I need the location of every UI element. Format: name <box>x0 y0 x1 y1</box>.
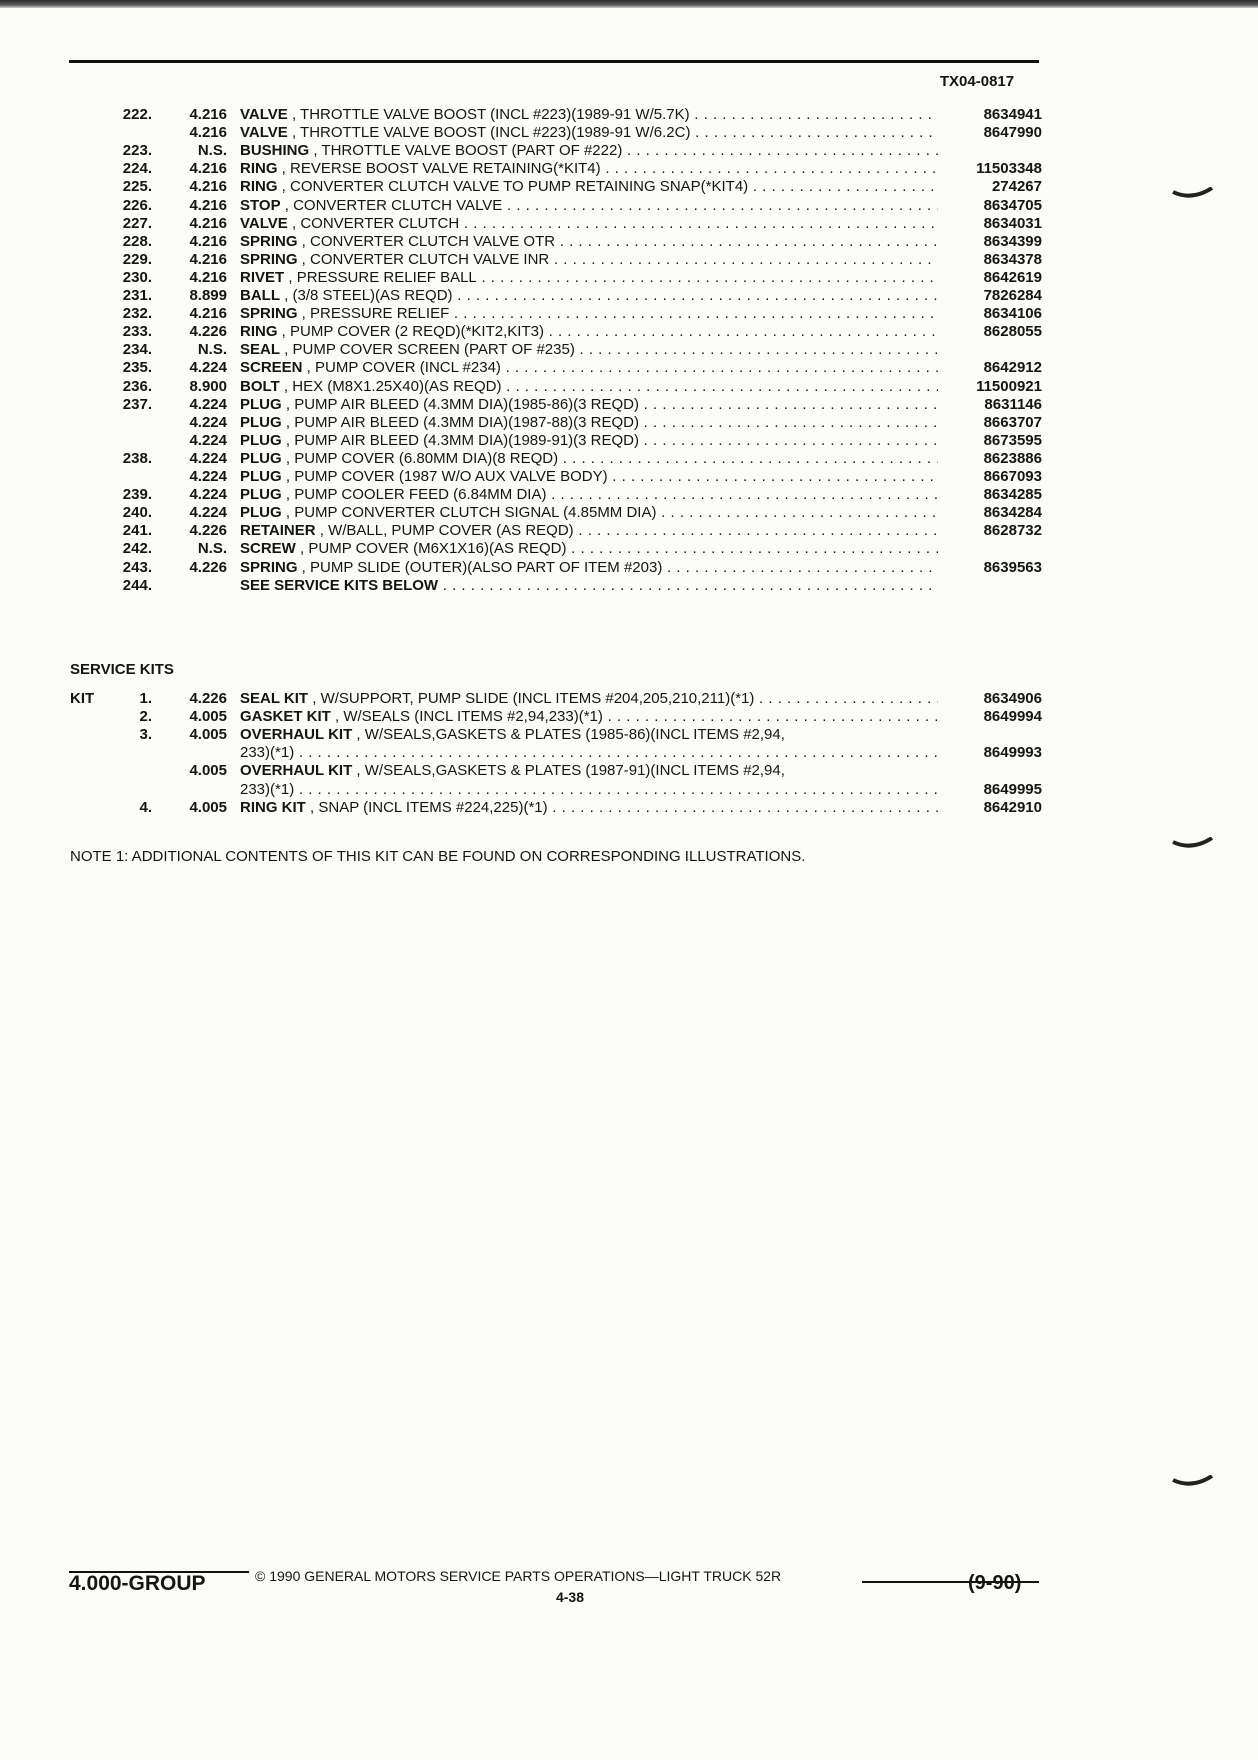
part-description <box>240 577 938 595</box>
kit-row <box>0 708 1258 726</box>
part-detail: PUMP COVER (M6X1X16)(AS REQD) <box>308 540 567 558</box>
part-row <box>0 106 1258 124</box>
part-number: 8634031 <box>983 214 1042 232</box>
part-number: 8642910 <box>983 798 1042 816</box>
part-number: 8642619 <box>983 268 1042 286</box>
part-name: RING <box>240 178 278 196</box>
part-row <box>0 559 1258 577</box>
part-row <box>0 233 1258 251</box>
part-number: 8634705 <box>983 196 1042 214</box>
item-number: 243. <box>122 558 152 576</box>
part-name: SPRING <box>240 305 298 323</box>
part-detail: PRESSURE RELIEF <box>310 305 450 323</box>
item-number: 236. <box>122 377 152 395</box>
part-row <box>0 504 1258 522</box>
part-name: RING KIT <box>240 798 306 816</box>
part-name: OVERHAUL KIT <box>240 726 353 744</box>
part-description: VALVE , THROTTLE VALVE BOOST (INCL #223)(1989-91 W/5.7K) . . . <box>240 106 938 124</box>
part-name: BUSHING <box>240 142 310 160</box>
part-row <box>0 540 1258 558</box>
part-detail: PUMP COVER (2 REQD)(*KIT2,KIT3) <box>290 323 544 341</box>
group-number: 4.224 <box>189 504 227 522</box>
item-number: 232. <box>122 305 152 323</box>
part-description: SEAL , PUMP COVER SCREEN (PART OF #235) . . . <box>240 341 938 359</box>
item-number: 234. <box>122 341 152 359</box>
group-number: 4.005 <box>189 708 227 726</box>
part-description: GASKET KIT , W/SEALS (INCL ITEMS #2,94,233)(*1) . . . <box>240 708 938 726</box>
binding-mark <box>1172 837 1214 851</box>
part-detail: THROTTLE VALVE BOOST (PART OF #222) <box>321 142 623 160</box>
group-number: 4.224 <box>189 413 227 431</box>
binding-mark <box>1172 187 1214 201</box>
item-number: 244. <box>122 576 152 594</box>
part-description: BUSHING , THROTTLE VALVE BOOST (PART OF #222) . . . <box>240 142 938 160</box>
group-number: 4.216 <box>189 232 227 250</box>
part-description: BOLT , HEX (M8X1.25X40)(AS REQD) . . . <box>240 378 938 396</box>
part-number: 8649993 <box>983 744 1042 762</box>
item-number: 237. <box>122 395 152 413</box>
part-name: PLUG <box>240 413 282 431</box>
part-number: 8667093 <box>983 468 1042 485</box>
part-detail: SNAP (INCL ITEMS #224,225)(*1) <box>318 798 548 816</box>
item-number: 224. <box>122 160 152 178</box>
item-number: 242. <box>122 540 152 558</box>
part-detail: PUMP COVER (6.80MM DIA)(8 REQD) <box>294 449 559 467</box>
part-name: GASKET KIT <box>240 708 331 726</box>
group-number: 4.226 <box>189 558 227 576</box>
group-number: 4.216 <box>189 196 227 214</box>
part-description: SPRING , CONVERTER CLUTCH VALVE OTR . . . <box>240 233 938 251</box>
part-description: SPRING , CONVERTER CLUTCH VALVE INR . . . <box>240 251 938 269</box>
item-number: 227. <box>122 214 152 232</box>
part-number: 8634106 <box>983 305 1042 323</box>
group-number: 4.005 <box>189 762 227 780</box>
part-detail: PRESSURE RELIEF BALL <box>296 268 477 286</box>
group-number: 4.216 <box>189 305 227 323</box>
part-description: RING , PUMP COVER (2 REQD)(*KIT2,KIT3) . . . <box>240 323 938 341</box>
part-number: 274267 <box>991 178 1042 196</box>
group-number: 4.224 <box>189 359 227 377</box>
part-row <box>0 178 1258 196</box>
part-detail: REVERSE BOOST VALVE RETAINING(*KIT4) <box>290 160 601 178</box>
part-number: 8623886 <box>983 449 1042 467</box>
part-row <box>0 251 1258 269</box>
part-number: 8673595 <box>983 431 1042 449</box>
kit-row <box>0 744 1258 762</box>
part-detail: PUMP COVER (1987 W/O AUX VALVE BODY) <box>294 468 608 485</box>
part-detail: CONVERTER CLUTCH VALVE TO PUMP RETAINING SNAP(*KIT4) <box>290 178 749 196</box>
part-name: SCREW <box>240 540 296 558</box>
part-detail: CONVERTER CLUTCH VALVE <box>293 196 503 214</box>
part-name: BALL <box>240 287 280 304</box>
item-number: 233. <box>122 323 152 341</box>
part-detail: THROTTLE VALVE BOOST (INCL #223)(1989-91 W/6.2C) <box>300 124 691 142</box>
part-detail: HEX (M8X1.25X40)(AS REQD) <box>292 377 502 395</box>
part-name: SCREEN <box>240 359 303 377</box>
part-detail: PUMP CONVERTER CLUTCH SIGNAL (4.85MM DIA) <box>294 504 657 522</box>
part-number: 8634284 <box>983 504 1042 522</box>
part-description: PLUG , PUMP AIR BLEED (4.3MM DIA)(1989-91)(3 REQD) . . . <box>240 432 938 450</box>
item-number: 229. <box>122 250 152 268</box>
part-row <box>0 486 1258 504</box>
part-detail: CONVERTER CLUTCH VALVE OTR <box>310 232 556 250</box>
part-name: BOLT <box>240 377 280 395</box>
item-number: 228. <box>122 232 152 250</box>
part-row <box>0 359 1258 377</box>
group-number: 4.216 <box>189 268 227 286</box>
part-number: 8634285 <box>983 486 1042 504</box>
part-description: PLUG , PUMP COVER (1987 W/O AUX VALVE BODY) . . . <box>240 468 938 486</box>
footer-date: (9-90) <box>968 1572 1022 1594</box>
part-description: SEAL KIT , W/SUPPORT, PUMP SLIDE (INCL ITEMS #204,205,210,211)(*1) . . . <box>240 690 938 708</box>
part-detail: PUMP COOLER FEED (6.84MM DIA) <box>294 486 547 504</box>
part-name: VALVE <box>240 214 288 232</box>
group-number: N.S. <box>197 341 227 359</box>
footer-group-label: 4.000-GROUP <box>69 1572 206 1595</box>
item-number: 2. <box>139 708 152 726</box>
part-number: 8642912 <box>983 359 1042 377</box>
part-detail: PUMP AIR BLEED (4.3MM DIA)(1985-86)(3 REQD) <box>294 395 640 413</box>
kit-row <box>0 762 1258 780</box>
part-detail: THROTTLE VALVE BOOST (INCL #223)(1989-91 W/5.7K) <box>300 106 690 123</box>
part-detail: PUMP AIR BLEED (4.3MM DIA)(1989-91)(3 REQD) <box>294 431 640 449</box>
part-row <box>0 287 1258 305</box>
part-description: RING , CONVERTER CLUTCH VALVE TO PUMP RETAINING SNAP(*KIT4) . . . <box>240 178 938 196</box>
group-number: 4.216 <box>189 160 227 178</box>
page-number: 4-38 <box>555 1589 585 1605</box>
group-number: 4.224 <box>189 431 227 449</box>
part-detail: W/SEALS (INCL ITEMS #2,94,233)(*1) <box>343 708 603 726</box>
part-name: SPRING <box>240 558 298 576</box>
part-row <box>0 341 1258 359</box>
part-detail: PUMP COVER (INCL #234) <box>315 359 501 377</box>
part-number: 8663707 <box>983 413 1042 431</box>
group-number: N.S. <box>197 142 227 160</box>
header-rule <box>69 60 1039 63</box>
item-number: 222. <box>122 106 152 123</box>
part-row <box>0 197 1258 215</box>
part-name: SEAL KIT <box>240 690 309 707</box>
item-number: 235. <box>122 359 152 377</box>
group-number: 4.226 <box>189 522 227 540</box>
item-number: 240. <box>122 504 152 522</box>
item-number: 3. <box>139 726 152 744</box>
part-name: SPRING <box>240 232 298 250</box>
part-number: 11503348 <box>976 160 1042 178</box>
part-number: 8634941 <box>983 106 1042 123</box>
service-kits-title: SERVICE KITS <box>70 661 174 678</box>
kit-row <box>0 781 1258 799</box>
part-description: BALL , (3/8 STEEL)(AS REQD) . . . <box>240 287 938 305</box>
part-number: 8634399 <box>983 232 1042 250</box>
group-number: 4.224 <box>189 449 227 467</box>
part-detail: W/SEALS,GASKETS & PLATES (1985-86)(INCL ITEMS #2,94, <box>364 726 785 744</box>
part-number: 7826284 <box>983 287 1042 304</box>
part-number: 8631146 <box>984 395 1042 413</box>
part-detail: PUMP SLIDE (OUTER)(ALSO PART OF ITEM #203) <box>310 558 663 576</box>
part-number: 8628055 <box>983 323 1042 341</box>
part-name: SEAL <box>240 341 281 359</box>
item-number: 238. <box>122 449 152 467</box>
part-description: VALVE , THROTTLE VALVE BOOST (INCL #223)(1989-91 W/6.2C) . . . <box>240 124 938 142</box>
part-number: 8634378 <box>983 250 1042 268</box>
part-description: PLUG , PUMP COVER (6.80MM DIA)(8 REQD) . . . <box>240 450 938 468</box>
part-description: PLUG , PUMP CONVERTER CLUTCH SIGNAL (4.85MM DIA) . . . <box>240 504 938 522</box>
kit-row <box>0 726 1258 744</box>
item-number: 226. <box>122 196 152 214</box>
part-detail: PUMP AIR BLEED (4.3MM DIA)(1987-88)(3 REQD) <box>294 413 640 431</box>
part-name: STOP <box>240 196 281 214</box>
part-description: SCREEN , PUMP COVER (INCL #234) . . . <box>240 359 938 377</box>
part-row <box>0 432 1258 450</box>
part-row <box>0 468 1258 486</box>
part-description: RING KIT , SNAP (INCL ITEMS #224,225)(*1) . . . <box>240 799 938 817</box>
group-number: 4.224 <box>189 486 227 504</box>
part-description <box>240 781 938 799</box>
part-number: 11500921 <box>976 377 1042 395</box>
kit-label: KIT <box>70 690 95 707</box>
group-number: 4.216 <box>189 124 227 142</box>
part-row <box>0 142 1258 160</box>
part-detail: CONVERTER CLUTCH <box>300 214 460 232</box>
part-row <box>0 323 1258 341</box>
part-detail: W/SUPPORT, PUMP SLIDE (INCL ITEMS #204,205,210,211)(*1) <box>320 690 755 707</box>
part-name: VALVE <box>240 124 288 142</box>
part-description: SCREW , PUMP COVER (M6X1X16)(AS REQD) . . . <box>240 540 938 558</box>
part-number: 8649995 <box>983 780 1042 798</box>
part-description: PLUG , PUMP AIR BLEED (4.3MM DIA)(1985-86)(3 REQD) . . . <box>240 396 938 414</box>
part-name: RING <box>240 323 278 341</box>
footer-copyright: © 1990 GENERAL MOTORS SERVICE PARTS OPERATIONS—LIGHT TRUCK 52R <box>255 1568 782 1584</box>
part-description: RING , REVERSE BOOST VALVE RETAINING(*KIT4) . . . <box>240 160 938 178</box>
part-description: RIVET , PRESSURE RELIEF BALL . . . <box>240 269 938 287</box>
part-row <box>0 305 1258 323</box>
footnote: NOTE 1: ADDITIONAL CONTENTS OF THIS KIT CAN BE FOUND ON CORRESPONDING ILLUSTRATIONS. <box>70 848 806 865</box>
part-description: SPRING , PUMP SLIDE (OUTER)(ALSO PART OF ITEM #203) . . . <box>240 559 938 577</box>
document-number: TX04-0817 <box>939 73 1015 90</box>
part-description: RETAINER , W/BALL, PUMP COVER (AS REQD) . . . <box>240 522 938 540</box>
part-number: 8634906 <box>983 690 1042 707</box>
item-number: 225. <box>122 178 152 196</box>
part-detail: (3/8 STEEL)(AS REQD) <box>292 287 453 304</box>
part-name: SEE SERVICE KITS BELOW <box>240 576 439 594</box>
group-number: 8.899 <box>189 287 227 304</box>
part-name: PLUG <box>240 449 282 467</box>
part-row <box>0 522 1258 540</box>
part-name: PLUG <box>240 395 282 413</box>
part-row <box>0 450 1258 468</box>
part-detail: 233)(*1) <box>240 744 295 762</box>
group-number: N.S. <box>197 540 227 558</box>
item-number: 239. <box>122 486 152 504</box>
part-row <box>0 577 1258 595</box>
part-detail: W/BALL, PUMP COVER (AS REQD) <box>328 522 574 540</box>
part-description: STOP , CONVERTER CLUTCH VALVE . . . <box>240 197 938 215</box>
part-description: PLUG , PUMP COOLER FEED (6.84MM DIA) . . . <box>240 486 938 504</box>
part-name: VALVE <box>240 106 288 123</box>
group-number: 4.216 <box>189 250 227 268</box>
part-row <box>0 124 1258 142</box>
group-number: 4.216 <box>189 178 227 196</box>
part-row <box>0 414 1258 432</box>
part-name: SPRING <box>240 250 298 268</box>
part-name: PLUG <box>240 468 282 485</box>
part-name: PLUG <box>240 504 282 522</box>
group-number: 4.005 <box>189 726 227 744</box>
group-number: 8.900 <box>189 377 227 395</box>
part-row <box>0 378 1258 396</box>
part-name: RETAINER <box>240 522 316 540</box>
part-number: 8628732 <box>983 522 1042 540</box>
part-detail: W/SEALS,GASKETS & PLATES (1987-91)(INCL ITEMS #2,94, <box>364 762 785 780</box>
item-number: 230. <box>122 268 152 286</box>
part-number: 8649994 <box>983 708 1042 726</box>
part-row <box>0 269 1258 287</box>
part-row <box>0 396 1258 414</box>
group-number: 4.005 <box>189 798 227 816</box>
item-number: 231. <box>122 287 152 304</box>
part-number: 8647990 <box>983 124 1042 142</box>
item-number: 1. <box>139 690 152 707</box>
part-description: OVERHAUL KIT , W/SEALS,GASKETS & PLATES (1985-86)(INCL ITEMS #2,94, <box>240 726 785 744</box>
group-number: 4.216 <box>189 106 227 123</box>
part-description: VALVE , CONVERTER CLUTCH . . . <box>240 215 938 233</box>
part-description: PLUG , PUMP AIR BLEED (4.3MM DIA)(1987-88)(3 REQD) . . . <box>240 414 938 432</box>
group-number: 4.226 <box>189 690 227 707</box>
part-detail: CONVERTER CLUTCH VALVE INR <box>310 250 550 268</box>
group-number: 4.224 <box>189 468 227 485</box>
part-detail: 233)(*1) <box>240 780 295 798</box>
binding-mark <box>1172 1475 1214 1489</box>
part-row <box>0 160 1258 178</box>
item-number: 4. <box>139 798 152 816</box>
part-name: PLUG <box>240 431 282 449</box>
part-row <box>0 215 1258 233</box>
part-description: OVERHAUL KIT , W/SEALS,GASKETS & PLATES (1987-91)(INCL ITEMS #2,94, <box>240 762 785 780</box>
part-description: SPRING , PRESSURE RELIEF . . . <box>240 305 938 323</box>
part-name: RING <box>240 160 278 178</box>
group-number: 4.224 <box>189 395 227 413</box>
kit-row <box>0 690 1258 708</box>
item-number: 241. <box>122 522 152 540</box>
part-number: 8639563 <box>983 558 1042 576</box>
item-number: 223. <box>122 142 152 160</box>
part-name: PLUG <box>240 486 282 504</box>
kit-row <box>0 799 1258 817</box>
part-name: OVERHAUL KIT <box>240 762 353 780</box>
scan-edge <box>0 0 1258 8</box>
group-number: 4.216 <box>189 214 227 232</box>
part-name: RIVET <box>240 268 285 286</box>
group-number: 4.226 <box>189 323 227 341</box>
part-detail: PUMP COVER SCREEN (PART OF #235) <box>292 341 575 359</box>
part-description <box>240 744 938 762</box>
